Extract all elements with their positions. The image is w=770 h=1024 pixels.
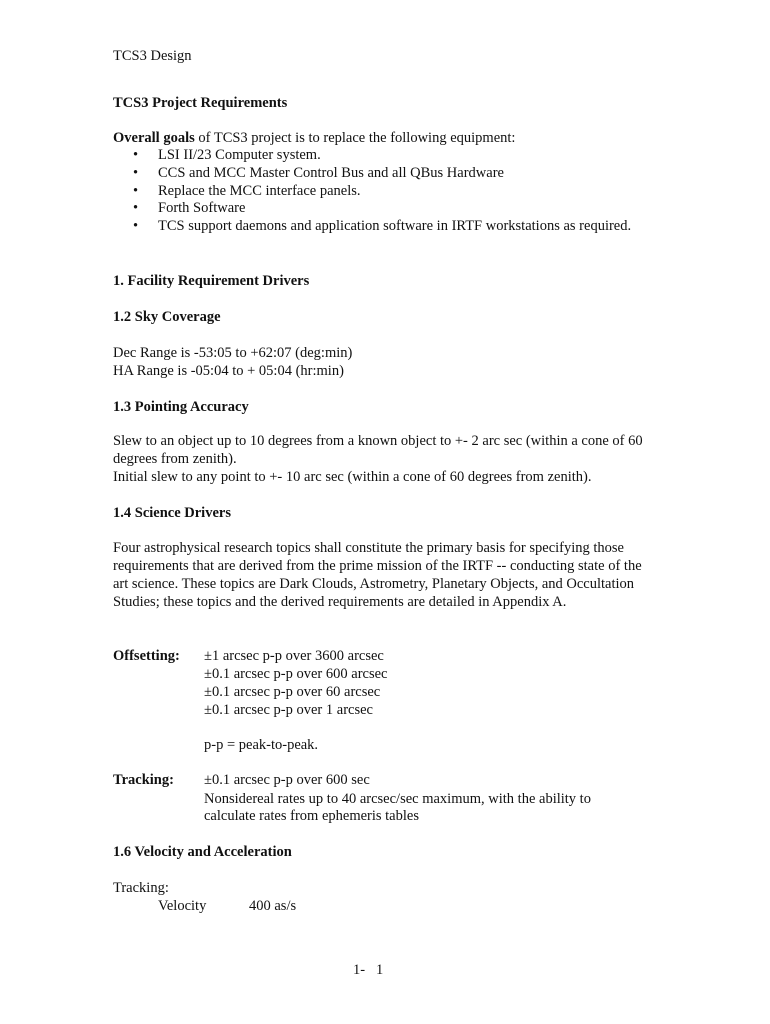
tracking-value: Nonsidereal rates up to 40 arcsec/sec maximum, with the ability to: [204, 791, 591, 807]
science-drivers-heading: 1.4 Science Drivers: [113, 505, 231, 521]
section-1-heading: 1. Facility Requirement Drivers: [113, 273, 310, 289]
tracking-value: calculate rates from ephemeris tables: [204, 808, 419, 824]
document-header-title: TCS3 Design: [113, 48, 192, 64]
velocity-label: Velocity: [158, 898, 207, 914]
overall-goals-text: of TCS3 project is to replace the following equipment:: [194, 130, 516, 146]
offsetting-value: ±0.1 arcsec p-p over 60 arcsec: [204, 684, 381, 700]
science-drivers-paragraph: Four astrophysical research topics shall constitute the primary basis for specifying those requirements that are derived from the prime mission of the IRTF -- conducting state of the art science. These topics are Dark Clouds, Astrometry, Planetary Objects, and Occultation Studies; these topics and the derived requirements are detailed in Appendix A.: [113, 540, 642, 610]
ha-range-text: HA Range is -05:04 to + 05:04 (hr:min): [113, 363, 344, 379]
tracking-label: Tracking:: [113, 772, 174, 788]
bullet-icon: •: [133, 218, 139, 235]
bullet-icon: •: [133, 164, 139, 181]
pointing-accuracy-heading: 1.3 Pointing Accuracy: [113, 399, 249, 415]
dec-range-text: Dec Range is -53:05 to +62:07 (deg:min): [113, 345, 353, 361]
velocity-value: 400 as/s: [249, 898, 297, 914]
overall-goals-line: [113, 129, 515, 147]
pointing-slew-text: Slew to an object up to 10 degrees from a known object to +- 2 arc sec (within a cone of 60 degrees from zenith).: [113, 433, 643, 467]
offsetting-value: ±0.1 arcsec p-p over 1 arcsec: [204, 702, 373, 718]
overall-goals-label: Overall goals: [113, 130, 195, 146]
sky-coverage-heading: 1.2 Sky Coverage: [113, 309, 221, 325]
bullet-icon: •: [133, 182, 139, 199]
list-item: • CCS and MCC Master Control Bus and all QBus Hardware: [133, 164, 504, 181]
offsetting-value: ±1 arcsec p-p over 3600 arcsec: [204, 648, 384, 664]
page-number: 1- 1: [353, 962, 384, 978]
peak-to-peak-note: p-p = peak-to-peak.: [204, 737, 319, 753]
offsetting-value: ±0.1 arcsec p-p over 600 arcsec: [204, 666, 388, 682]
velocity-tracking-label: Tracking:: [113, 880, 169, 896]
list-item: • Replace the MCC interface panels.: [133, 182, 361, 199]
requirements-heading: TCS3 Project Requirements: [113, 95, 288, 111]
list-item: • Forth Software: [133, 200, 246, 217]
bullet-icon: •: [133, 200, 139, 217]
offsetting-label: Offsetting:: [113, 648, 180, 664]
bullet-icon: •: [133, 147, 139, 163]
list-item: • LSI II/23 Computer system.: [133, 147, 321, 163]
pointing-initial-slew-text: Initial slew to any point to +- 10 arc sec (within a cone of 60 degrees from zenith).: [113, 469, 592, 485]
tracking-value: ±0.1 arcsec p-p over 600 sec: [204, 772, 370, 788]
list-item: • TCS support daemons and application software in IRTF workstations as required.: [133, 218, 632, 235]
equipment-list: [113, 147, 631, 236]
velocity-acceleration-heading: 1.6 Velocity and Acceleration: [113, 844, 292, 860]
